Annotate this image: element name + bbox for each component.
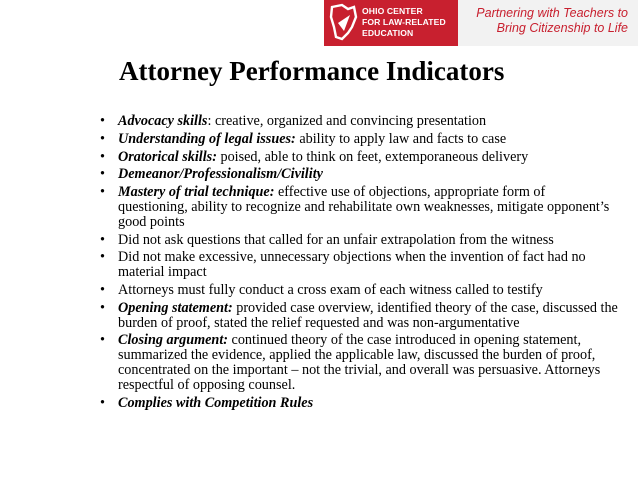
bullet-icon: •	[100, 231, 105, 248]
item-lead: Oratorical skills:	[118, 148, 217, 165]
item-separator: :	[207, 113, 212, 129]
tagline-line1: Partnering with Teachers to	[476, 6, 628, 20]
ohio-state-outline-icon	[328, 3, 360, 43]
list-item	[98, 250, 618, 280]
item-text: continued theory of the case introduced in opening statement, summarized the evidence, applied the applicable law, discussed the burden of proof, concentrated on the important – not the trivial, and overall was persuasive. Attorneys respectful of opposing counsel.	[118, 332, 601, 393]
item-lead: Advocacy skills	[118, 113, 208, 129]
item-lead: Complies with Competition Rules	[118, 394, 314, 411]
item-text: provided case overview, identified theory of the case, discussed the burden of proof, stated the relief requested and was non-argumentative	[118, 299, 618, 331]
list-item	[98, 185, 618, 229]
item-text: Attorneys must fully conduct a cross exam of each witness called to testify	[118, 281, 543, 298]
bullet-icon: •	[100, 299, 105, 316]
org-name-line1: OHIO CENTER	[362, 6, 423, 16]
tagline-line2: Bring Citizenship to Life	[496, 21, 628, 35]
list-item	[98, 150, 618, 165]
list-item	[98, 301, 618, 331]
bullet-icon: •	[100, 281, 105, 298]
item-lead: Understanding of legal issues:	[118, 130, 296, 147]
tagline-box	[458, 0, 638, 46]
item-lead: Demeanor/Professionalism/Civility	[118, 166, 323, 183]
org-name	[362, 6, 446, 39]
page-title: Attorney Performance Indicators	[119, 56, 505, 86]
list-item	[98, 283, 618, 298]
org-name-line3: EDUCATION	[362, 28, 414, 38]
item-text: Did not make excessive, unnecessary objections when the invention of fact had no material impact	[118, 249, 586, 281]
item-lead: Closing argument:	[118, 332, 228, 349]
bullet-icon: •	[100, 113, 105, 129]
item-text: Did not ask questions that called for an unfair extrapolation from the witness	[118, 231, 554, 248]
item-lead: Mastery of trial technique:	[118, 184, 275, 201]
list-item	[98, 233, 618, 248]
bullet-icon: •	[100, 394, 105, 411]
bullet-icon: •	[100, 148, 105, 165]
bullet-icon: •	[100, 184, 105, 201]
header-banner	[324, 0, 638, 46]
item-text: effective use of objections, appropriate form of questioning, ability to recognize and rehabilitate own weaknesses, mitigate opponent’s good points	[118, 184, 610, 230]
list-item	[98, 132, 618, 147]
bullet-icon: •	[100, 249, 105, 266]
bullet-icon: •	[100, 332, 105, 349]
item-lead: Opening statement:	[118, 299, 233, 316]
org-name-line2: FOR LAW-RELATED	[362, 17, 446, 27]
tagline	[476, 6, 628, 36]
list-item	[98, 114, 618, 129]
brand-block	[324, 0, 458, 46]
item-text: poised, able to think on feet, extemporaneous delivery	[216, 148, 529, 165]
list-item	[98, 167, 618, 182]
list-item	[98, 396, 618, 411]
item-text: ability to apply law and facts to case	[295, 130, 507, 147]
bullet-icon: •	[100, 166, 105, 183]
item-text: creative, organized and convincing presentation	[211, 113, 487, 129]
indicator-list	[98, 114, 618, 413]
bullet-icon: •	[100, 130, 105, 147]
list-item	[98, 333, 618, 392]
